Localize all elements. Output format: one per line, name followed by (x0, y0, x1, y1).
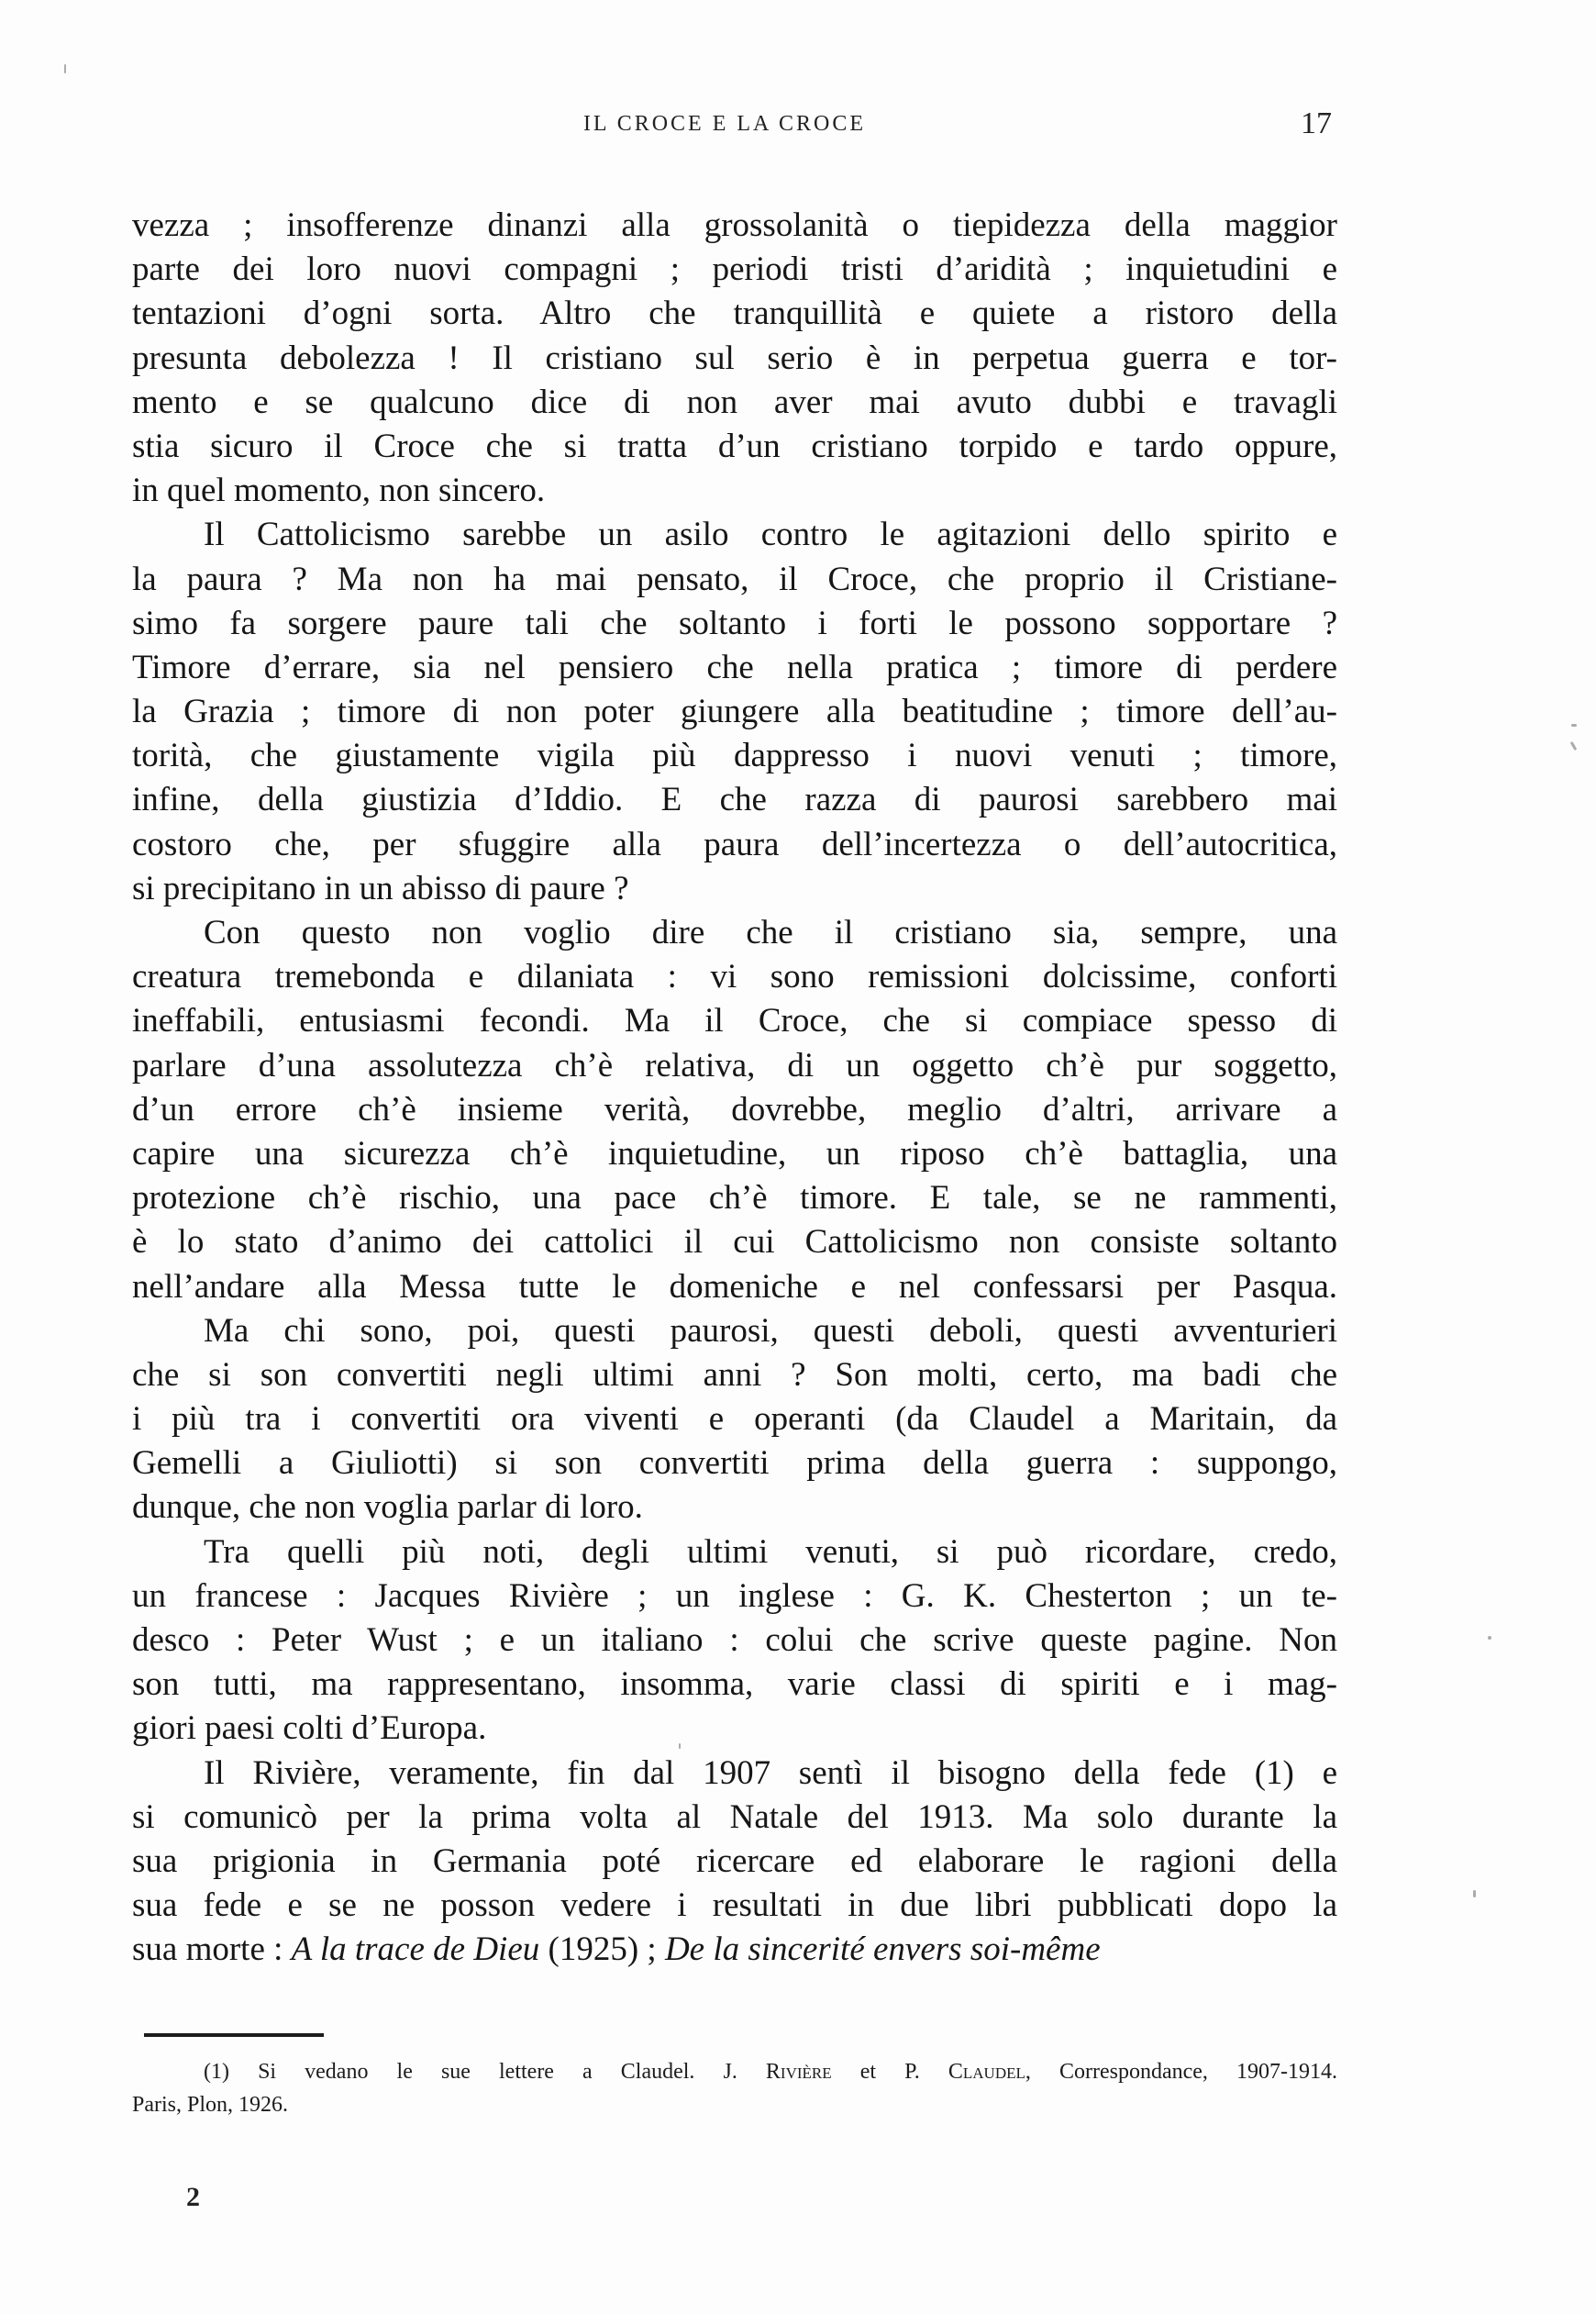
body-line: tentazioni d’ogni sorta. Altro che tranquillità e quiete a ristoro della (132, 295, 1337, 333)
signature-mark: 2 (186, 2182, 200, 2212)
final-line-lead: sua morte : (132, 1930, 292, 1969)
body-line: d’un errore ch’è insieme verità, dovrebbe, meglio d’altri, arrivare a (132, 1090, 1337, 1129)
scan-speck (1570, 741, 1578, 751)
body-line: sua fede e se ne posson vedere i resultati in due libri pubblicati dopo la (132, 1886, 1337, 1925)
body-line: costoro che, per sfuggire alla paura dell’incertezza o dell’autocritica, (132, 825, 1337, 863)
body-line: è lo stato d’animo dei cattolici il cui Cattolicismo non consiste soltanto (132, 1223, 1337, 1262)
body-line: son tutti, ma rappresentano, insomma, varie classi di spiriti e i mag- (132, 1665, 1337, 1704)
body-line: dunque, che non voglia parlar di loro. (132, 1488, 643, 1527)
footnote-author-riviere: Rivière (765, 2060, 832, 2084)
body-line: ineffabili, entusiasmi fecondi. Ma il Croce, che si compiace spesso di (132, 1002, 1337, 1040)
footnote-text: Si vedano le sue lettere a Claudel. J. (228, 2060, 766, 2084)
body-lines (132, 204, 1337, 1928)
body-line: Timore d’errare, sia nel pensiero che nella pratica ; timore di perdere (132, 648, 1337, 686)
body-line: Tra quelli più noti, degli ultimi venuti, si può ricordare, credo, (204, 1532, 1337, 1571)
footnote-years: , 1907-1914. (1202, 2060, 1337, 2084)
running-head: IL CROCE E LA CROCE (582, 112, 867, 136)
body-line: presunta debolezza ! Il cristiano sul serio è in perpetua guerra e tor- (132, 339, 1337, 377)
footnote-rule (144, 2033, 324, 2037)
footnote-text: , (1025, 2060, 1059, 2084)
body-line: i più tra i convertiti ora viventi e operanti (da Claudel a Maritain, da (132, 1400, 1337, 1439)
book-title-de-la-sincerite: De la sincerité envers soi-même (664, 1930, 1101, 1969)
body-line: torità, che giustamente vigila più dappresso i nuovi venuti ; timore, (132, 737, 1337, 775)
footnote-marker: (1) (204, 2060, 229, 2084)
body-line: protezione ch’è rischio, una pace ch’è timore. E tale, se ne rammenti, (132, 1179, 1337, 1218)
body-line: mento e se qualcuno dice di non aver mai avuto dubbi e travagli (132, 383, 1337, 421)
body-line: giori paesi colti d’Europa. (132, 1709, 487, 1748)
body-line: la paura ? Ma non ha mai pensato, il Croce, che proprio il Cristiane- (132, 560, 1337, 598)
body-line: simo fa sorgere paure tali che soltanto i forti le possono sopportare ? (132, 604, 1337, 642)
scan-speck (679, 1743, 681, 1749)
body-line: Ma chi sono, poi, questi paurosi, questi deboli, questi avventurieri (204, 1311, 1337, 1350)
body-line: parte dei loro nuovi compagni ; periodi tristi d’aridità ; inquietudini e (132, 250, 1337, 289)
footnote-line-2: Paris, Plon, 1926. (132, 2093, 289, 2117)
body-line: vezza ; insofferenze dinanzi alla grossolanità o tiepidezza della maggior (132, 206, 1337, 244)
book-title-a-la-trace-de-dieu: A la trace de Dieu (291, 1930, 540, 1969)
footnote-line-1 (132, 2055, 1337, 2088)
book-year: (1925) ; (539, 1930, 665, 1969)
body-line: sua prigionia in Germania poté ricercare ed elaborare le ragioni della (132, 1841, 1337, 1880)
scan-speck (64, 64, 66, 73)
body-line: Il Cattolicismo sarebbe un asilo contro le agitazioni dello spirito e (204, 516, 1337, 554)
body-line: la Grazia ; timore di non poter giungere alla beatitudine ; timore dell’au- (132, 693, 1337, 731)
scan-speck (1488, 1636, 1491, 1640)
body-line: desco : Peter Wust ; e un italiano : colui che scrive queste pagine. Non (132, 1621, 1337, 1659)
footnote-work-title: Correspondance (1058, 2060, 1203, 2084)
footnote-author-claudel: Claudel (948, 2060, 1025, 2084)
body-line: parlare d’una assolutezza ch’è relativa, di un oggetto ch’è pur soggetto, (132, 1046, 1337, 1085)
footnote-text: et P. (831, 2060, 948, 2084)
body-line: stia sicuro il Croce che si tratta d’un cristiano torpido e tardo oppure, (132, 427, 1337, 465)
footnote (132, 2055, 1337, 2121)
body-line: nell’andare alla Messa tutte le domeniche e nel confessarsi per Pasqua. (132, 1267, 1337, 1306)
body-line: si comunicò per la prima volta al Natale del 1913. Ma solo durante la (132, 1797, 1337, 1836)
body-line: capire una sicurezza ch’è inquietudine, un riposo ch’è battaglia, una (132, 1134, 1337, 1173)
body-line: creatura tremebonda e dilaniata : vi sono remissioni dolcissime, conforti (132, 958, 1337, 996)
body-line-final (132, 1928, 1337, 1972)
scan-speck (1473, 1890, 1476, 1897)
body-line: Gemelli a Giuliotti) si son convertiti prima della guerra : suppongo, (132, 1444, 1337, 1483)
body-line: infine, della giustizia d’Iddio. E che razza di paurosi sarebbero mai (132, 781, 1337, 819)
body-line: si precipitano in un abisso di paure ? (132, 869, 629, 907)
scan-speck (1571, 724, 1577, 727)
body-line: in quel momento, non sincero. (132, 472, 546, 510)
page-number: 17 (1301, 106, 1332, 140)
body-line: che si son convertiti negli ultimi anni ? Son molti, certo, ma badi che (132, 1355, 1337, 1394)
body-line: Il Rivière, veramente, fin dal 1907 sentì il bisogno della fede (1) e (204, 1753, 1337, 1792)
body-line: Con questo non voglio dire che il cristiano sia, sempre, una (204, 914, 1337, 951)
body-line: un francese : Jacques Rivière ; un inglese : G. K. Chesterton ; un te- (132, 1576, 1337, 1615)
body-text (132, 204, 1337, 1973)
